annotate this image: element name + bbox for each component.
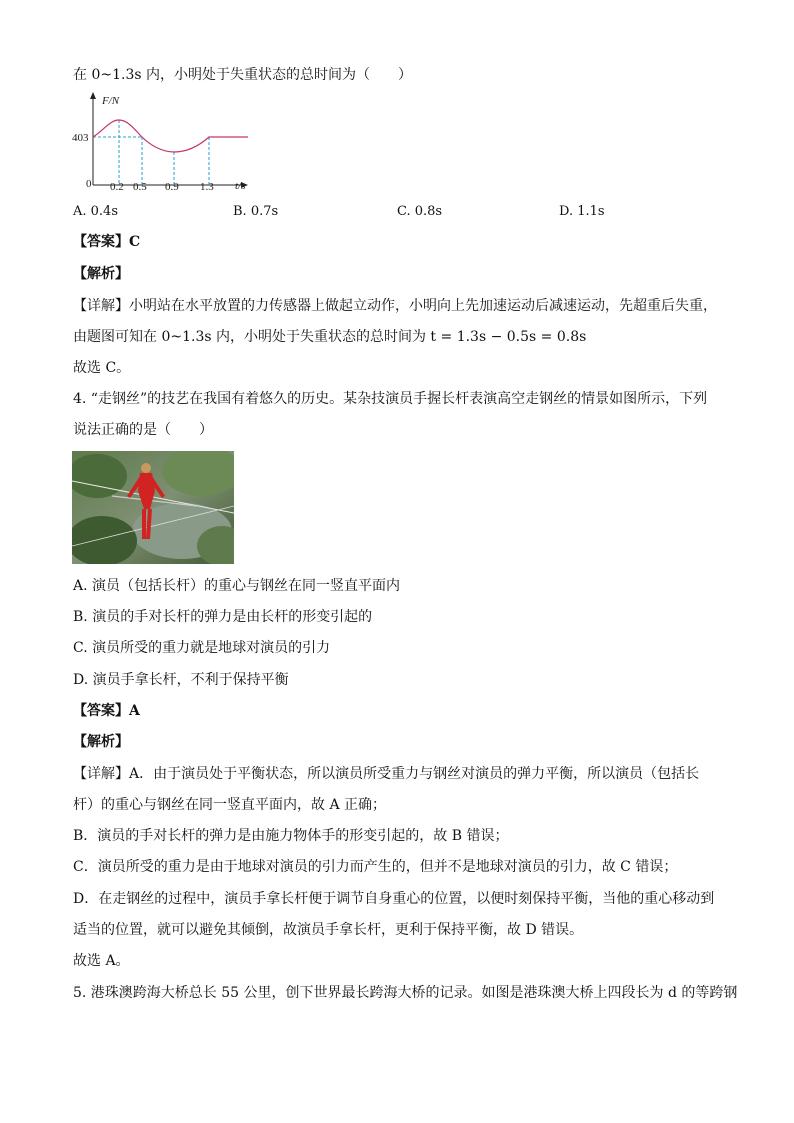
q3-option-a: A. 0.4s xyxy=(73,204,118,219)
q4-detail-line-1: 【详解】A．由于演员处于平衡状态，所以演员所受重力与钢丝对演员的弹力平衡，所以演员（包括长 xyxy=(73,766,700,782)
q4-detail-line-3: B．演员的手对长杆的弹力是由施力物体手的形变引起的，故 B 错误； xyxy=(73,828,509,844)
q3-conclusion: 故选 C。 xyxy=(73,360,131,376)
y-axis-label: F/N xyxy=(102,95,120,107)
force-curve xyxy=(93,120,248,152)
q3-detail-line-2: 由题图可知在 0~1.3s 内，小明处于失重状态的总时间为 t = 1.3s − 0.5s = 0.8s xyxy=(73,329,587,345)
q4-analysis-heading: 【解析】 xyxy=(73,734,129,750)
x-tick-0.5: 0.5 xyxy=(133,181,147,193)
q3-analysis-heading: 【解析】 xyxy=(73,266,129,282)
x-tick-0.2: 0.2 xyxy=(110,181,124,193)
q4-option-b: B. 演员的手对长杆的弹力是由长杆的形变引起的 xyxy=(73,609,373,625)
q3-detail-line-1: 【详解】小明站在水平放置的力传感器上做起立动作，小明向上先加速运动后减速运动，先超重后失重， xyxy=(73,298,717,314)
q4-option-c: C. 演员所受的重力就是地球对演员的引力 xyxy=(73,640,331,656)
force-time-graph xyxy=(72,90,252,198)
y-tick-403: 403 xyxy=(72,132,89,144)
q3-option-d: D. 1.1s xyxy=(559,204,605,219)
q4-detail-line-2: 杆）的重心与钢丝在同一竖直平面内，故 A 正确； xyxy=(73,797,387,813)
q4-stem-line-2: 说法正确的是（ ） xyxy=(73,422,213,438)
q4-conclusion: 故选 A。 xyxy=(73,953,130,969)
q3-option-b: B. 0.7s xyxy=(233,204,279,219)
q4-option-d: D. 演员手拿长杆，不利于保持平衡 xyxy=(73,672,289,688)
q4-detail-line-6: 适当的位置，就可以避免其倾倒，故演员手拿长杆，更利于保持平衡，故 D 错误。 xyxy=(73,922,584,938)
q5-stem-line-1: 5. 港珠澳跨海大桥总长 55 公里，创下世界最长跨海大桥的记录。如图是港珠澳大桥上四段长为 d 的等跨钢 xyxy=(73,985,738,1001)
x-tick-0.9: 0.9 xyxy=(165,181,179,193)
q4-stem-line-1: 4. “走钢丝”的技艺在我国有着悠久的历史。某杂技演员手握长杆表演高空走钢丝的情景如图所示，下列 xyxy=(73,391,708,407)
q3-answer: 【答案】C xyxy=(73,234,141,250)
tightrope-walker-photo xyxy=(72,451,234,564)
y-axis-arrow xyxy=(90,92,96,99)
q4-answer: 【答案】A xyxy=(73,703,140,719)
q3-option-c: C. 0.8s xyxy=(397,204,443,219)
q4-option-a: A. 演员（包括长杆）的重心与钢丝在同一竖直平面内 xyxy=(73,578,401,594)
q3-stem: 在 0~1.3s 内，小明处于失重状态的总时间为（ ） xyxy=(73,67,412,83)
q4-detail-line-4: C．演员所受的重力是由于地球对演员的引力而产生的，但并不是地球对演员的引力，故 C 错误； xyxy=(73,859,678,875)
x-tick-1.3: 1.3 xyxy=(200,181,214,193)
origin-label: 0 xyxy=(86,178,92,190)
q4-detail-line-5: D．在走钢丝的过程中，演员手拿长杆便于调节自身重心的位置，以便时刻保持平衡，当他的重心移动到 xyxy=(73,891,715,907)
x-axis-label: t/s xyxy=(235,180,246,192)
